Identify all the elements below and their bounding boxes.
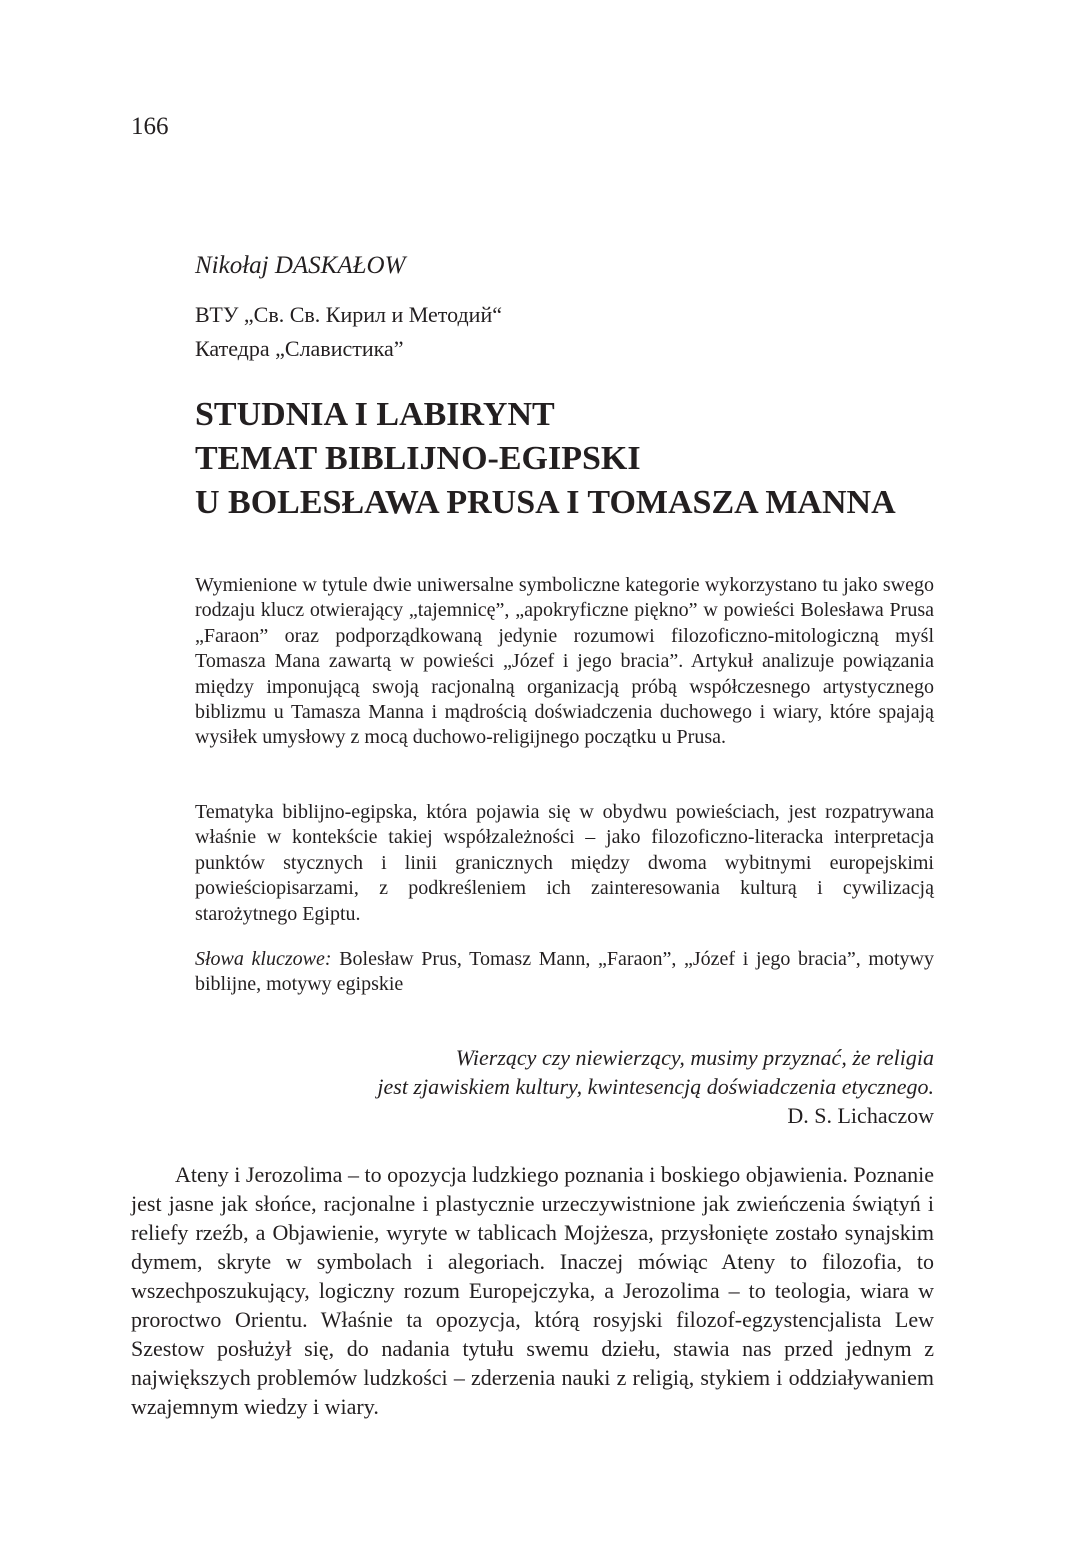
article-title <box>195 393 896 525</box>
author-name: Nikołaj DASKAŁOW <box>195 252 406 279</box>
abstract-paragraph-1: Wymienione w tytule dwie uniwersalne symboliczne kategorie wykorzystano tu jako swego rodzaju klucz otwierający „tajemnicę”, „apokryficzne piękno” w powieści Bolesława Prusa „Faraon” oraz podporządkowaną jedynie rozumowi filozoficzno-mitologiczną myśl Tomasza Mana zawartą w powieści „Józef i jego bracia”. Artykuł analizuje powiązania między imponującą swoją racjonalną organizacją próbą współczesnego artystycznego biblizmu u Tamasza Manna i mądrością doświadczenia duchowego i wiary, które spajają wysiłek umysłowy z mocą duchowo-religijnego początku u Prusa. <box>195 574 934 749</box>
abstract-paragraph-2: Tematyka biblijno-egipska, która pojawia się w obydwu powieściach, jest rozpatrywana właśnie w kontekście takiej współzależności – jako filozoficzno-literacka interpretacja punktów stycznych i linii granicznych między dwoma wybitnymi europejskimi powieściopisarzami, z podkreśleniem ich zainteresowania kulturą i cywilizacją starożytnego Egiptu. <box>195 801 934 925</box>
title-line-2: TEMAT BIBLIJNO-EGIPSKI <box>195 440 641 477</box>
keywords-text: Bolesław Prus, Tomasz Mann, „Faraon”, „Józef i jego bracia”, motywy biblijne, motywy egipskie <box>195 948 934 996</box>
epigraph-line-1: Wierzący czy niewierzący, musimy przyznać, że religia <box>455 1045 934 1070</box>
epigraph-line-2: jest zjawiskiem kultury, kwintesencją doświadczenia etycznego. <box>377 1074 934 1099</box>
keywords-label: Słowa kluczowe: <box>195 948 332 970</box>
title-line-1: STUDNIA I LABIRYNT <box>195 396 555 433</box>
affiliation-department: Катедра „Славистика” <box>195 336 404 361</box>
epigraph-attribution: D. S. Lichaczow <box>787 1103 934 1128</box>
page-number: 166 <box>131 113 169 140</box>
keywords <box>195 947 934 998</box>
title-line-3: U BOLESŁAWA PRUSA I TOMASZA MANNA <box>195 484 896 521</box>
epigraph <box>377 1043 934 1130</box>
affiliation-university: ВТУ „Св. Св. Кирил и Методий“ <box>195 302 502 327</box>
body-paragraph: Ateny i Jerozolima – to opozycja ludzkiego poznania i boskiego objawienia. Poznanie jest jasne jak słońce, racjonalne i plastycznie urzeczywistnione jak zwieńczenia świątyń i reliefy rzeźb, a Objawienie, wyryte w tablicach Mojżesza, przysłonięte zostało synajskim dymem, skryte w symbolach i alegoriach. Inaczej mówiąc Ateny to filozofia, to wszechposzukujący, logiczny rozum Europejczyka, a Jerozolima – to teologia, wiara w proroctwo Orientu. Właśnie ta opozycja, którą rosyjski filozof-egzystencjalista Lew Szestow posłużył się, do nadania tytułu swemu dziełu, stawia nas przed jednym z największych problemów ludzkości – zderzenia nauki z religią, stykiem i oddziaływaniem wzajemnym wiedzy i wiary. <box>131 1162 934 1419</box>
